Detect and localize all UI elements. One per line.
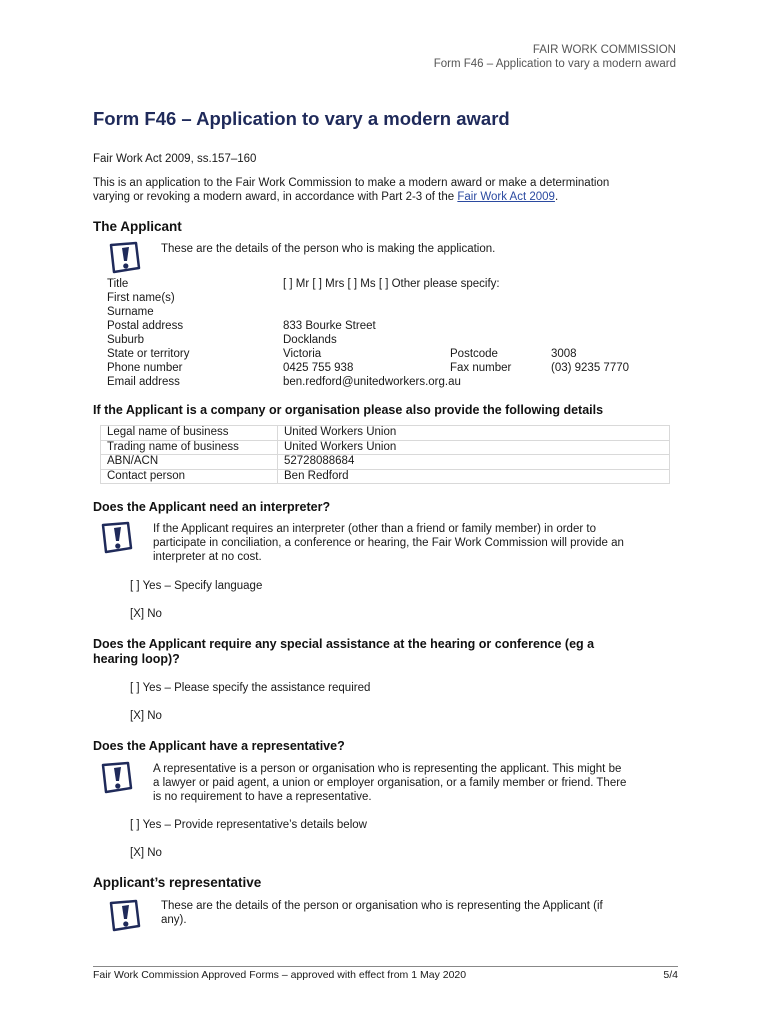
company-details-table: [100, 425, 670, 484]
suburb-value: Docklands: [283, 334, 337, 346]
postcode-value: 3008: [551, 348, 577, 360]
representative-no-option[interactable]: [X] No: [130, 847, 162, 859]
act-reference: Fair Work Act 2009, ss.157–160: [93, 153, 257, 165]
interpreter-no-option[interactable]: [X] No: [130, 608, 162, 620]
table-row: [101, 469, 670, 484]
label-first-names: First name(s): [107, 292, 175, 304]
info-exclamation-icon: [100, 760, 134, 796]
state-value: Victoria: [283, 348, 322, 360]
applicant-note: These are the details of the person who is making the application.: [161, 243, 496, 255]
intro-text: varying or revoking a modern award, in accordance with Part 2-3 of the: [93, 191, 458, 203]
phone-value: 0425 755 938: [283, 362, 354, 374]
title-options[interactable]: [ ] Mr [ ] Mrs [ ] Ms [ ] Other please specify:: [283, 278, 500, 290]
header-org: FAIR WORK COMMISSION: [532, 44, 676, 56]
footer-text: Fair Work Commission Approved Forms – approved with effect from 1 May 2020: [93, 969, 467, 981]
representative-yes-option[interactable]: [ ] Yes – Provide representative’s details below: [130, 819, 367, 831]
postal-address-value: 833 Bourke Street: [283, 320, 376, 332]
intro-line-2: [93, 190, 558, 204]
info-exclamation-icon: [108, 898, 142, 934]
label-email: Email address: [107, 376, 180, 388]
table-row: [101, 440, 670, 455]
info-exclamation-icon: [108, 240, 142, 276]
representative-note-line: is no requirement to have a representative.: [153, 791, 372, 803]
footer-divider: [93, 966, 678, 967]
rep-note-line-2: any).: [161, 914, 187, 926]
company-label: Legal name of business: [101, 426, 278, 441]
assistance-yes-option[interactable]: [ ] Yes – Please specify the assistance required: [130, 682, 371, 694]
fair-work-act-link[interactable]: Fair Work Act 2009: [457, 191, 555, 203]
company-value: 52728088684: [278, 455, 670, 470]
representative-note-line: A representative is a person or organisation who is representing the applicant. This might be: [153, 763, 622, 775]
info-exclamation-icon: [100, 520, 134, 556]
rep-note-line-1: These are the details of the person or organisation who is representing the Applicant (if: [161, 900, 603, 912]
interpreter-note-line: participate in conciliation, a conference or hearing, the Fair Work Commission will provide an: [153, 537, 624, 549]
company-label: Contact person: [101, 469, 278, 484]
label-fax: Fax number: [450, 362, 512, 374]
interpreter-note-line: If the Applicant requires an interpreter (other than a friend or family member) in order to: [153, 523, 596, 535]
label-state: State or territory: [107, 348, 190, 360]
company-label: Trading name of business: [101, 440, 278, 455]
company-value: United Workers Union: [278, 426, 670, 441]
assistance-heading-line-1: Does the Applicant require any special assistance at the hearing or conference (eg a: [93, 637, 595, 651]
table-row: [101, 426, 670, 441]
header-form-name: Form F46 – Application to vary a modern award: [433, 58, 676, 70]
assistance-heading-line-2: hearing loop)?: [93, 652, 180, 666]
interpreter-yes-option[interactable]: [ ] Yes – Specify language: [130, 580, 263, 592]
fax-value: (03) 9235 7770: [551, 362, 630, 374]
rep-section-heading: Applicant’s representative: [93, 875, 262, 890]
label-surname: Surname: [107, 306, 154, 318]
company-value: Ben Redford: [278, 469, 670, 484]
label-postcode: Postcode: [450, 348, 498, 360]
assistance-no-option[interactable]: [X] No: [130, 710, 162, 722]
intro-line-1: This is an application to the Fair Work Commission to make a modern award or make a determination: [93, 177, 610, 189]
company-value: United Workers Union: [278, 440, 670, 455]
label-suburb: Suburb: [107, 334, 145, 346]
applicant-heading: The Applicant: [93, 219, 182, 234]
label-title: Title: [107, 278, 129, 290]
company-heading: If the Applicant is a company or organisation please also provide the following details: [93, 403, 604, 417]
intro-period: .: [554, 191, 559, 203]
company-label: ABN/ACN: [101, 455, 278, 470]
representative-note-line: a lawyer or paid agent, a union or employer organisation, or a family member or friend. There: [153, 777, 627, 789]
table-row: [101, 455, 670, 470]
label-phone: Phone number: [107, 362, 183, 374]
page-number: 5/4: [663, 969, 678, 981]
page-title: Form F46 – Application to vary a modern award: [93, 108, 510, 129]
representative-heading: Does the Applicant have a representative?: [93, 739, 345, 753]
interpreter-note-line: interpreter at no cost.: [153, 551, 262, 563]
email-value: ben.redford@unitedworkers.org.au: [283, 376, 461, 388]
interpreter-heading: Does the Applicant need an interpreter?: [93, 500, 331, 514]
label-postal-address: Postal address: [107, 320, 184, 332]
